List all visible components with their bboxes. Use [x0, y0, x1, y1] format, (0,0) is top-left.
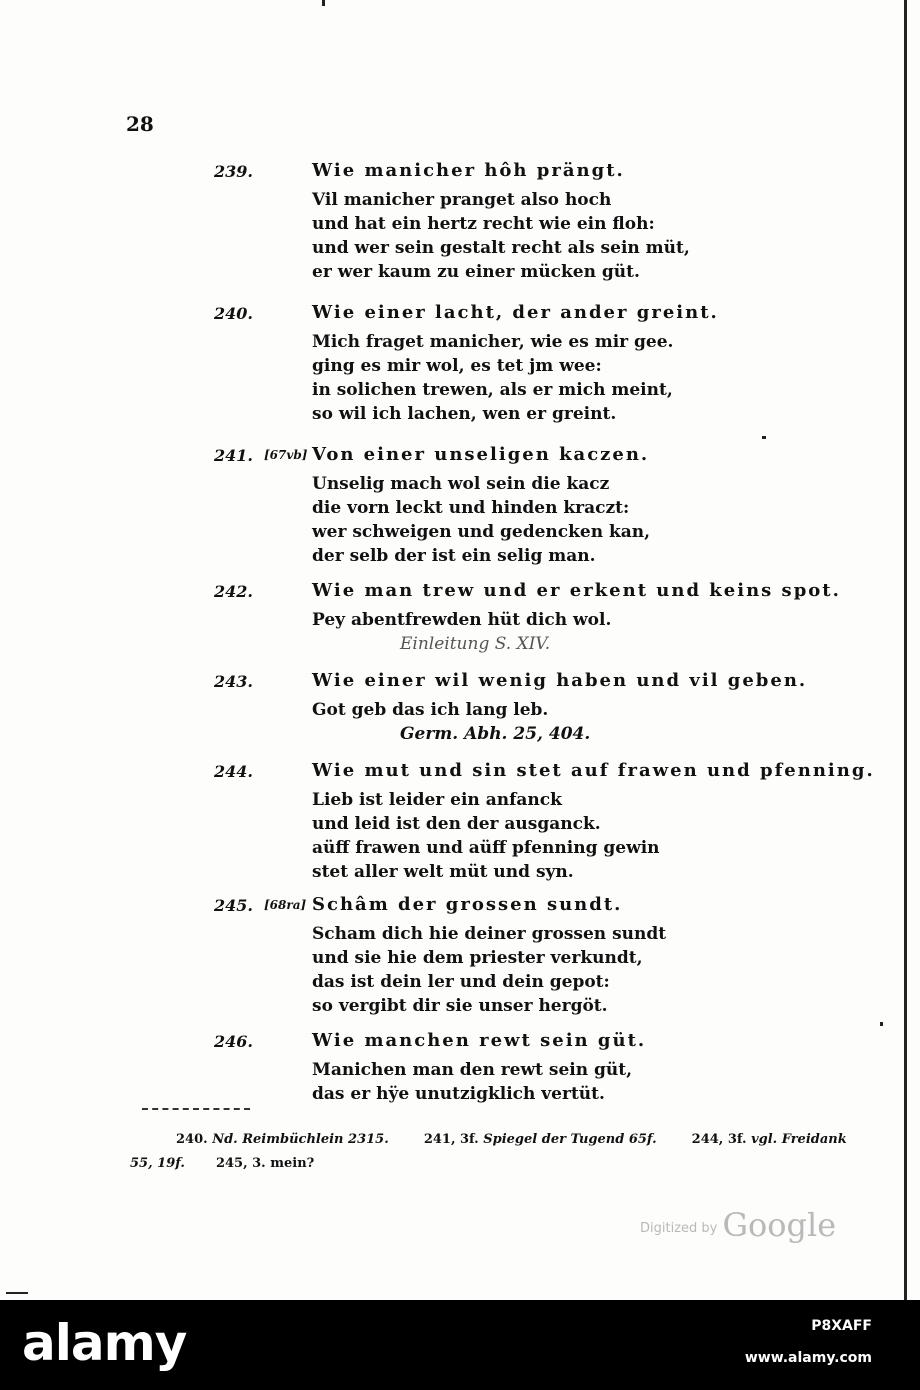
footnote-245-number: 245, 3.: [215, 1156, 266, 1171]
entry-number: 242.: [214, 582, 253, 601]
entry-number: 244.: [214, 762, 253, 781]
entry-number: 239.: [214, 162, 253, 181]
entry-title: Von einer unseligen kaczen.: [312, 444, 650, 465]
verse-lines: [312, 1058, 632, 1106]
verse-lines: [312, 608, 611, 656]
verse-lines: [312, 188, 690, 284]
image-code: P8XAFF: [811, 1318, 872, 1334]
footnote-244-number: 244, 3f.: [691, 1132, 747, 1147]
verse-lines: [312, 472, 650, 568]
footnote-divider: [142, 1108, 250, 1110]
banner-url: www.alamy.com: [744, 1350, 872, 1366]
scan-speck: [6, 1292, 28, 1294]
verse-line: wer schweigen und gedencken kan,: [312, 522, 651, 542]
verse-line: das er hÿe unutzigklich vertüt.: [312, 1084, 605, 1104]
verse-line: ging es mir wol, es tet jm wee:: [312, 356, 602, 376]
verse-line: Lieb ist leider ein anfanck: [312, 790, 562, 810]
footnote-241-text: Spiegel der Tugend 65f.: [483, 1132, 657, 1147]
folio-reference: [68ra]: [264, 898, 307, 912]
verse-line: aüff frawen und aüff pfenning gewin: [312, 838, 660, 858]
entry-title: Wie manicher hôh prängt.: [312, 160, 625, 181]
footnote-240-number: 240.: [176, 1132, 208, 1147]
entry-number: 245.: [214, 896, 253, 915]
verse-lines: [312, 698, 590, 746]
entry-title: Wie mut und sin stet auf frawen und pfenning.: [312, 760, 875, 781]
verse-lines: [312, 922, 666, 1018]
verse-line: und sie hie dem priester verkundt,: [312, 948, 643, 968]
verse-line: und hat ein hertz recht wie ein floh:: [312, 214, 655, 234]
stock-photo-banner: [0, 1300, 920, 1390]
page-number: 28: [126, 112, 154, 136]
source-reference: Einleitung S. XIV.: [400, 634, 551, 654]
verse-line: das ist dein ler und dein gepot:: [312, 972, 610, 992]
verse-lines: [312, 788, 660, 884]
verse-line: Mich fraget manicher, wie es mir gee.: [312, 332, 674, 352]
entry-title: Wie manchen rewt sein güt.: [312, 1030, 647, 1051]
verse-line: so vergibt dir sie unser hergöt.: [312, 996, 608, 1016]
verse-line: und wer sein gestalt recht als sein müt,: [312, 238, 690, 258]
google-logo: Google: [722, 1206, 837, 1244]
scan-speck: [322, 0, 325, 6]
verse-lines: [312, 330, 673, 426]
verse-line: und leid ist den der ausganck.: [312, 814, 601, 834]
verse-line: Unselig mach wol sein die kacz: [312, 474, 610, 494]
entry-number: 243.: [214, 672, 253, 691]
verse-line: der selb der ist ein selig man.: [312, 546, 596, 566]
alamy-logo: alamy: [22, 1314, 187, 1372]
entry-number: 240.: [214, 304, 253, 323]
entry-title: Wie einer wil wenig haben und vil geben.: [312, 670, 808, 691]
verse-line: Pey abentfrewden hüt dich wol.: [312, 610, 612, 630]
verse-line: er wer kaum zu einer mücken güt.: [312, 262, 640, 282]
footnote-line-1: [176, 1132, 916, 1147]
digitized-watermark: [640, 1206, 836, 1244]
footnote-240-text: Nd. Reimbüchlein 2315.: [212, 1132, 389, 1147]
footnote-244-continuation: 55, 19f.: [130, 1156, 185, 1171]
verse-line: die vorn leckt und hinden kraczt:: [312, 498, 630, 518]
entry-title: Wie man trew und er erkent und keins spot.: [312, 580, 841, 601]
verse-line: Manichen man den rewt sein güt,: [312, 1060, 633, 1080]
entry-title: Schâm der grossen sundt.: [312, 894, 623, 915]
verse-line: in solichen trewen, als er mich meint,: [312, 380, 673, 400]
page-edge-line: [904, 0, 907, 1300]
verse-line: Scham dich hie deiner grossen sundt: [312, 924, 667, 944]
verse-line: so wil ich lachen, wen er greint.: [312, 404, 617, 424]
entry-title: Wie einer lacht, der ander greint.: [312, 302, 719, 323]
entry-number: 246.: [214, 1032, 253, 1051]
source-reference: Germ. Abh. 25, 404.: [400, 724, 591, 744]
verse-line: Got geb das ich lang leb.: [312, 700, 549, 720]
verse-line: Vil manicher pranget also hoch: [312, 190, 612, 210]
folio-reference: [67vb]: [264, 448, 308, 462]
entry-number: 241.: [214, 446, 253, 465]
footnote-245-text: mein?: [270, 1156, 315, 1171]
verse-line: stet aller welt müt und syn.: [312, 862, 574, 882]
scan-speck: [762, 436, 766, 439]
footnote-241-number: 241, 3f.: [423, 1132, 479, 1147]
scan-speck: [880, 1022, 883, 1026]
footnote-244-text: vgl. Freidank: [751, 1132, 847, 1147]
footnote-line-2: [130, 1156, 870, 1171]
watermark-prefix: Digitized by: [640, 1221, 718, 1236]
